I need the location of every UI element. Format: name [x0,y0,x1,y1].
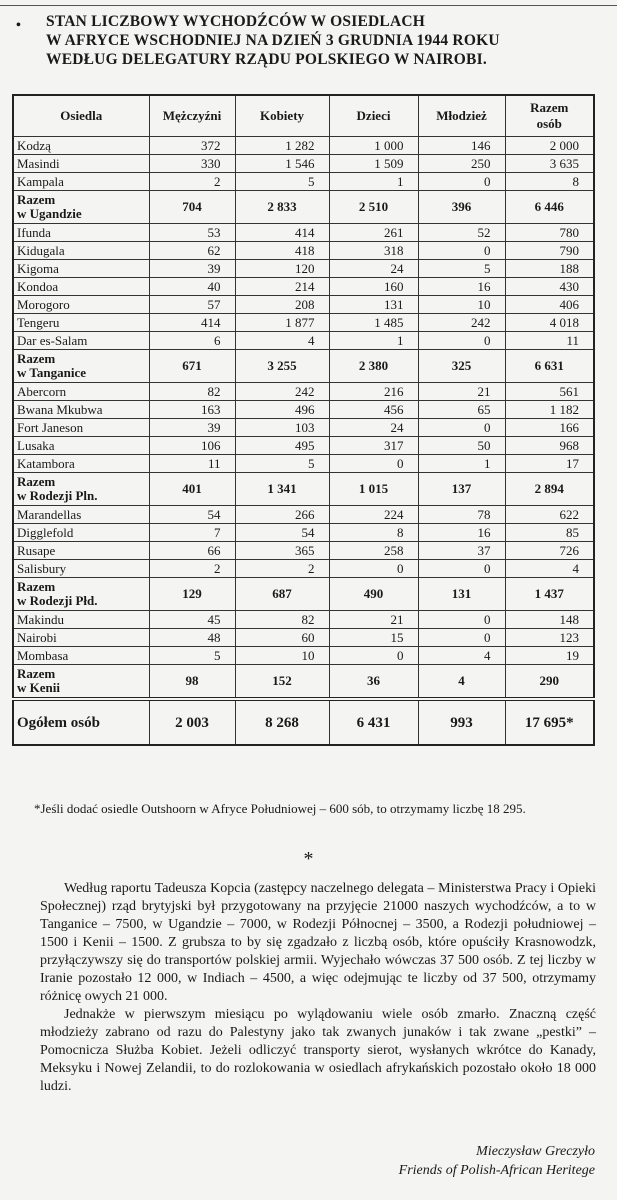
organization-name: Friends of Polish-African Heritege [398,1163,595,1178]
table-row [13,296,594,314]
table-row [13,419,594,437]
table-row [13,401,594,419]
table-footnote: *Jeśli dodać osiedle Outshoorn w Afryce Południowej – 600 sób, to otrzymamy liczbę 18 295. [34,801,526,816]
count-cell: 66 [149,542,235,560]
author-name: Mieczysław Greczyło [476,1144,595,1159]
grand-total-label: Ogółem osób [13,699,149,745]
count-cell: 1 [329,332,418,350]
count-cell: 490 [329,578,418,611]
count-cell: 372 [149,137,235,155]
count-cell: 82 [149,383,235,401]
count-cell: 82 [235,611,329,629]
count-cell: 1 877 [235,314,329,332]
settlement-name-cell: Ifunda [13,224,149,242]
count-cell: 0 [418,242,505,260]
count-cell: 1 509 [329,155,418,173]
subtotal-row [13,350,594,383]
count-cell: 21 [418,383,505,401]
count-cell: 1 282 [235,137,329,155]
table-row [13,278,594,296]
count-cell: 325 [418,350,505,383]
table-row [13,524,594,542]
count-cell: 39 [149,419,235,437]
table-body [13,137,594,746]
count-cell: 98 [149,665,235,700]
settlement-name-cell: Tengeru [13,314,149,332]
count-cell: 19 [505,647,594,665]
count-cell: 188 [505,260,594,278]
table-row [13,560,594,578]
settlement-name-cell: Marandellas [13,506,149,524]
column-header: Młodzież [418,95,505,137]
count-cell: 8 [329,524,418,542]
count-cell: 0 [418,560,505,578]
count-cell: 726 [505,542,594,560]
settlement-name-cell: Razem w Rodezji Płd. [13,578,149,611]
top-rule [0,5,617,6]
count-cell: 414 [149,314,235,332]
count-cell: 622 [505,506,594,524]
title-line: W AFRYCE WSCHODNIEJ NA DZIEŃ 3 GRUDNIA 1944 ROKU [46,32,500,49]
table-row [13,629,594,647]
count-cell: 704 [149,191,235,224]
settlement-name-cell: Masindi [13,155,149,173]
table-row [13,542,594,560]
count-cell: 4 [418,647,505,665]
count-cell: 120 [235,260,329,278]
grand-total-cell: 993 [418,699,505,745]
table-header-row [13,95,594,137]
count-cell: 146 [418,137,505,155]
count-cell: 0 [329,455,418,473]
grand-total-row [13,699,594,745]
settlement-name-cell: Salisbury [13,560,149,578]
count-cell: 39 [149,260,235,278]
settlement-name-cell: Lusaka [13,437,149,455]
bullet-marker: • [16,18,21,33]
count-cell: 242 [418,314,505,332]
count-cell: 148 [505,611,594,629]
settlement-name-cell: Kidugala [13,242,149,260]
count-cell: 11 [149,455,235,473]
count-cell: 4 018 [505,314,594,332]
count-cell: 2 [149,560,235,578]
settlement-name-cell: Abercorn [13,383,149,401]
count-cell: 40 [149,278,235,296]
count-cell: 17 [505,455,594,473]
paragraph: Według raportu Tadeusza Kopcia (zastępcy naczelnego delegata – Ministerstwa Pracy i Opieki Społecznej) rząd brytyjski był przygotowany na przyjęcie 21000 naszych wychodźców, a to w Tanganice – 7500, w Ugandzie – 7000, w Rodezji Północnej – 3500, a Rodezji południowej – 1500 i Kenii – 1500. Z grubsza to by się zgadzało z liczbą osób, które opuściły Krasnowodzk, przyłączywszy się do transportów polskiej armii. Wyjechało wówczas 37 500 osób. Z tej liczby w Iranie pozostało 12 000, w Indiach – 4500, a więc odejmując te liczby od 37 500, otrzymamy różnicę owych 21 000. [40,881,596,1004]
count-cell: 65 [418,401,505,419]
settlement-name-cell: Katambora [13,455,149,473]
column-header: Dzieci [329,95,418,137]
count-cell: 10 [235,647,329,665]
count-cell: 1 [418,455,505,473]
count-cell: 250 [418,155,505,173]
count-cell: 3 255 [235,350,329,383]
count-cell: 496 [235,401,329,419]
settlement-name-cell: Nairobi [13,629,149,647]
count-cell: 6 [149,332,235,350]
count-cell: 1 015 [329,473,418,506]
count-cell: 5 [149,647,235,665]
grand-total-cell: 8 268 [235,699,329,745]
count-cell: 1 341 [235,473,329,506]
count-cell: 37 [418,542,505,560]
count-cell: 414 [235,224,329,242]
table-row [13,155,594,173]
settlement-name-cell: Dar es-Salam [13,332,149,350]
count-cell: 123 [505,629,594,647]
count-cell: 24 [329,419,418,437]
settlement-name-cell: Kodzą [13,137,149,155]
signature [399,1142,595,1180]
count-cell: 2 833 [235,191,329,224]
count-cell: 258 [329,542,418,560]
count-cell: 0 [418,611,505,629]
count-cell: 365 [235,542,329,560]
column-header: Razem osób [505,95,594,137]
count-cell: 0 [418,419,505,437]
count-cell: 137 [418,473,505,506]
count-cell: 5 [235,455,329,473]
count-cell: 261 [329,224,418,242]
count-cell: 52 [418,224,505,242]
count-cell: 54 [149,506,235,524]
count-cell: 208 [235,296,329,314]
subtotal-row [13,578,594,611]
count-cell: 131 [329,296,418,314]
settlement-name-cell: Kampala [13,173,149,191]
settlement-name-cell: Digglefold [13,524,149,542]
count-cell: 4 [235,332,329,350]
settlement-name-cell: Bwana Mkubwa [13,401,149,419]
count-cell: 1 485 [329,314,418,332]
count-cell: 160 [329,278,418,296]
count-cell: 5 [235,173,329,191]
count-cell: 0 [418,629,505,647]
count-cell: 401 [149,473,235,506]
count-cell: 242 [235,383,329,401]
settlement-name-cell: Kigoma [13,260,149,278]
count-cell: 317 [329,437,418,455]
count-cell: 790 [505,242,594,260]
count-cell: 15 [329,629,418,647]
count-cell: 396 [418,191,505,224]
count-cell: 1 182 [505,401,594,419]
count-cell: 780 [505,224,594,242]
count-cell: 36 [329,665,418,700]
count-cell: 2 000 [505,137,594,155]
settlement-name-cell: Razem w Kenii [13,665,149,700]
count-cell: 456 [329,401,418,419]
count-cell: 418 [235,242,329,260]
settlement-name-cell: Kondoa [13,278,149,296]
count-cell: 53 [149,224,235,242]
column-header: Kobiety [235,95,329,137]
count-cell: 1 437 [505,578,594,611]
count-cell: 45 [149,611,235,629]
grand-total-cell: 6 431 [329,699,418,745]
count-cell: 131 [418,578,505,611]
table-row [13,137,594,155]
title-line: WEDŁUG DELEGATURY RZĄDU POLSKIEGO W NAIROBI. [46,51,487,68]
table-row [13,506,594,524]
article-body [40,880,596,1096]
count-cell: 216 [329,383,418,401]
grand-total-cell: 2 003 [149,699,235,745]
count-cell: 8 [505,173,594,191]
count-cell: 6 446 [505,191,594,224]
count-cell: 152 [235,665,329,700]
table-row [13,611,594,629]
settlement-name-cell: Razem w Rodezji Pln. [13,473,149,506]
settlement-name-cell: Mombasa [13,647,149,665]
column-header: Osiedla [13,95,149,137]
subtotal-row [13,665,594,700]
count-cell: 406 [505,296,594,314]
settlement-name-cell: Morogoro [13,296,149,314]
count-cell: 1 546 [235,155,329,173]
subtotal-row [13,191,594,224]
count-cell: 21 [329,611,418,629]
count-cell: 4 [418,665,505,700]
grand-total-cell: 17 695* [505,699,594,745]
count-cell: 62 [149,242,235,260]
count-cell: 16 [418,524,505,542]
count-cell: 54 [235,524,329,542]
table-row [13,332,594,350]
refugee-statistics-table [12,94,595,746]
count-cell: 106 [149,437,235,455]
count-cell: 1 [329,173,418,191]
table-row [13,173,594,191]
count-cell: 6 631 [505,350,594,383]
title-line: STAN LICZBOWY WYCHODŹCÓW W OSIEDLACH [46,13,425,30]
table-row [13,383,594,401]
count-cell: 57 [149,296,235,314]
count-cell: 50 [418,437,505,455]
count-cell: 78 [418,506,505,524]
count-cell: 671 [149,350,235,383]
table-row [13,314,594,332]
count-cell: 0 [329,647,418,665]
count-cell: 330 [149,155,235,173]
count-cell: 430 [505,278,594,296]
settlement-name-cell: Fort Janeson [13,419,149,437]
count-cell: 4 [505,560,594,578]
count-cell: 5 [418,260,505,278]
count-cell: 16 [418,278,505,296]
count-cell: 11 [505,332,594,350]
count-cell: 290 [505,665,594,700]
count-cell: 2 380 [329,350,418,383]
count-cell: 687 [235,578,329,611]
column-header: Mężczyźni [149,95,235,137]
count-cell: 85 [505,524,594,542]
count-cell: 561 [505,383,594,401]
settlement-name-cell: Makindu [13,611,149,629]
count-cell: 214 [235,278,329,296]
count-cell: 2 [149,173,235,191]
count-cell: 10 [418,296,505,314]
count-cell: 2 [235,560,329,578]
table-row [13,224,594,242]
count-cell: 7 [149,524,235,542]
count-cell: 60 [235,629,329,647]
table-row [13,455,594,473]
count-cell: 318 [329,242,418,260]
count-cell: 0 [329,560,418,578]
count-cell: 224 [329,506,418,524]
settlement-name-cell: Razem w Tanganice [13,350,149,383]
table-row [13,260,594,278]
table-row [13,437,594,455]
count-cell: 3 635 [505,155,594,173]
count-cell: 1 000 [329,137,418,155]
count-cell: 48 [149,629,235,647]
subtotal-row [13,473,594,506]
count-cell: 266 [235,506,329,524]
document-title [46,12,606,69]
section-separator: * [303,848,314,870]
count-cell: 0 [418,173,505,191]
settlement-name-cell: Razem w Ugandzie [13,191,149,224]
count-cell: 2 894 [505,473,594,506]
count-cell: 24 [329,260,418,278]
settlement-name-cell: Rusape [13,542,149,560]
count-cell: 495 [235,437,329,455]
count-cell: 0 [418,332,505,350]
count-cell: 968 [505,437,594,455]
table-row [13,647,594,665]
count-cell: 103 [235,419,329,437]
count-cell: 2 510 [329,191,418,224]
count-cell: 163 [149,401,235,419]
count-cell: 129 [149,578,235,611]
table-row [13,242,594,260]
count-cell: 166 [505,419,594,437]
paragraph: Jednakże w pierwszym miesiącu po wylądowaniu wiele osób zmarło. Znaczną część młodzieży zabrano od razu do Palestyny jako tak zwanych junaków i tak zwane „pestki” – Pomocnicza Służba Kobiet. Jeżeli odliczyć transporty sierot, wysłanych wkrótce do Kanady, Meksyku i Nowej Zelandii, to do rozlokowania w osiedlach afrykańskich pozostało około 18 000 ludzi. [40,1007,596,1094]
